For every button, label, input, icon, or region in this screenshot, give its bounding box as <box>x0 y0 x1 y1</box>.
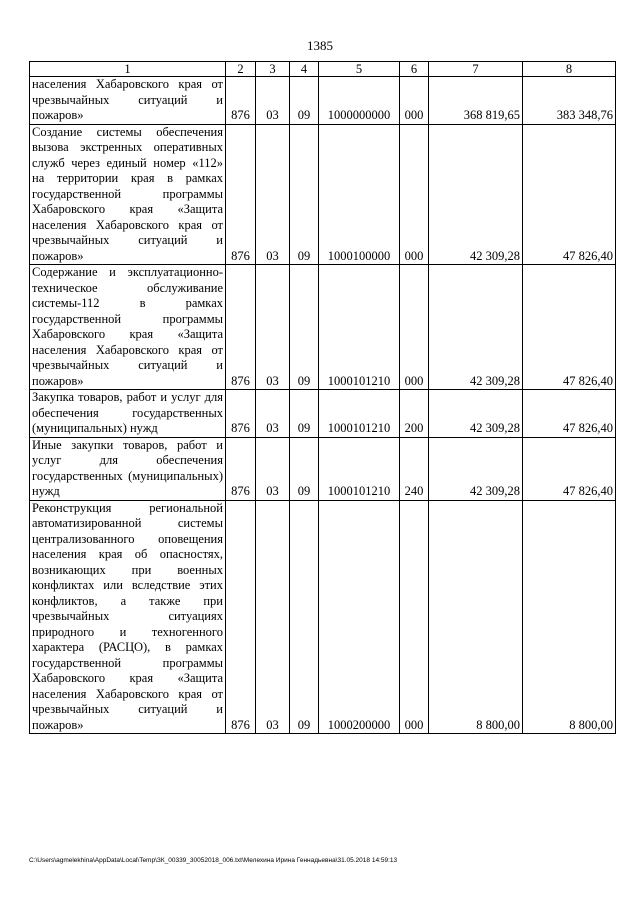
row-sum-year-1: 368 819,65 <box>429 77 523 125</box>
row-expense-type: 200 <box>400 390 429 438</box>
row-sum-year-2: 8 800,00 <box>523 500 616 734</box>
row-admin-code: 876 <box>226 124 256 265</box>
row-sum-year-1: 42 309,28 <box>429 390 523 438</box>
row-sum-year-1: 42 309,28 <box>429 124 523 265</box>
row-section-code: 03 <box>256 265 290 390</box>
row-target-article: 1000101210 <box>319 390 400 438</box>
row-admin-code: 876 <box>226 77 256 125</box>
row-subsection-code: 09 <box>290 265 319 390</box>
row-sum-year-2: 383 348,76 <box>523 77 616 125</box>
row-admin-code: 876 <box>226 265 256 390</box>
table-header-row <box>30 62 616 77</box>
budget-table <box>29 61 616 734</box>
row-sum-year-1: 42 309,28 <box>429 265 523 390</box>
table-row <box>30 265 616 390</box>
row-section-code: 03 <box>256 124 290 265</box>
column-header: 4 <box>290 62 319 77</box>
row-sum-year-2: 47 826,40 <box>523 124 616 265</box>
row-target-article: 1000200000 <box>319 500 400 734</box>
row-sum-year-2: 47 826,40 <box>523 437 616 500</box>
row-section-code: 03 <box>256 390 290 438</box>
row-subsection-code: 09 <box>290 390 319 438</box>
row-expense-type: 240 <box>400 437 429 500</box>
row-subsection-code: 09 <box>290 77 319 125</box>
row-description: Реконструкция региональной автоматизированной системы централизованного оповещения населения края об опасностях, возникающих при военных конфликтах или вследствие этих конфликтов, а также при чрезвычайных ситуациях природного и техногенного характера (РАСЦО), в рамках государственной программы Хабаровского края «Защита населения Хабаровского края от чрезвычайных ситуаций и пожаров» <box>30 500 226 734</box>
row-description: населения Хабаровского края от чрезвычайных ситуаций и пожаров» <box>30 77 226 125</box>
row-expense-type: 000 <box>400 77 429 125</box>
table-row <box>30 77 616 125</box>
row-description: Закупка товаров, работ и услуг для обеспечения государственных (муниципальных) нужд <box>30 390 226 438</box>
column-header: 5 <box>319 62 400 77</box>
table-row <box>30 124 616 265</box>
row-subsection-code: 09 <box>290 437 319 500</box>
row-section-code: 03 <box>256 500 290 734</box>
row-sum-year-2: 47 826,40 <box>523 265 616 390</box>
row-expense-type: 000 <box>400 124 429 265</box>
column-header: 1 <box>30 62 226 77</box>
table-row <box>30 390 616 438</box>
row-target-article: 1000101210 <box>319 265 400 390</box>
column-header: 2 <box>226 62 256 77</box>
row-admin-code: 876 <box>226 500 256 734</box>
row-admin-code: 876 <box>226 437 256 500</box>
row-description: Создание системы обеспечения вызова экстренных оперативных служб через единый номер «112» на территории края в рамках государственной программы Хабаровского края «Защита населения Хабаровского края от чрезвычайных ситуаций и пожаров» <box>30 124 226 265</box>
row-sum-year-1: 8 800,00 <box>429 500 523 734</box>
table-row <box>30 500 616 734</box>
row-expense-type: 000 <box>400 265 429 390</box>
column-header: 7 <box>429 62 523 77</box>
row-expense-type: 000 <box>400 500 429 734</box>
page-number: 1385 <box>307 38 333 53</box>
column-header: 3 <box>256 62 290 77</box>
row-description: Содержание и эксплуатационно-техническое обслуживание системы-112 в рамках государственной программы Хабаровского края «Защита населения Хабаровского края от чрезвычайных ситуаций и пожаров» <box>30 265 226 390</box>
row-subsection-code: 09 <box>290 500 319 734</box>
row-subsection-code: 09 <box>290 124 319 265</box>
file-path-footer: C:\Users\agmelekhina\AppData\Local\Temp\ЗК_00339_30052018_006.txt\Мелехина Ирина Геннадьевна\31.05.2018 14:59:13 <box>29 857 398 864</box>
row-target-article: 1000000000 <box>319 77 400 125</box>
row-target-article: 1000101210 <box>319 437 400 500</box>
row-section-code: 03 <box>256 437 290 500</box>
column-header: 6 <box>400 62 429 77</box>
row-section-code: 03 <box>256 77 290 125</box>
row-sum-year-2: 47 826,40 <box>523 390 616 438</box>
row-sum-year-1: 42 309,28 <box>429 437 523 500</box>
table-row <box>30 437 616 500</box>
row-admin-code: 876 <box>226 390 256 438</box>
row-target-article: 1000100000 <box>319 124 400 265</box>
column-header: 8 <box>523 62 616 77</box>
row-description: Иные закупки товаров, работ и услуг для обеспечения государственных (муниципальных) нужд <box>30 437 226 500</box>
